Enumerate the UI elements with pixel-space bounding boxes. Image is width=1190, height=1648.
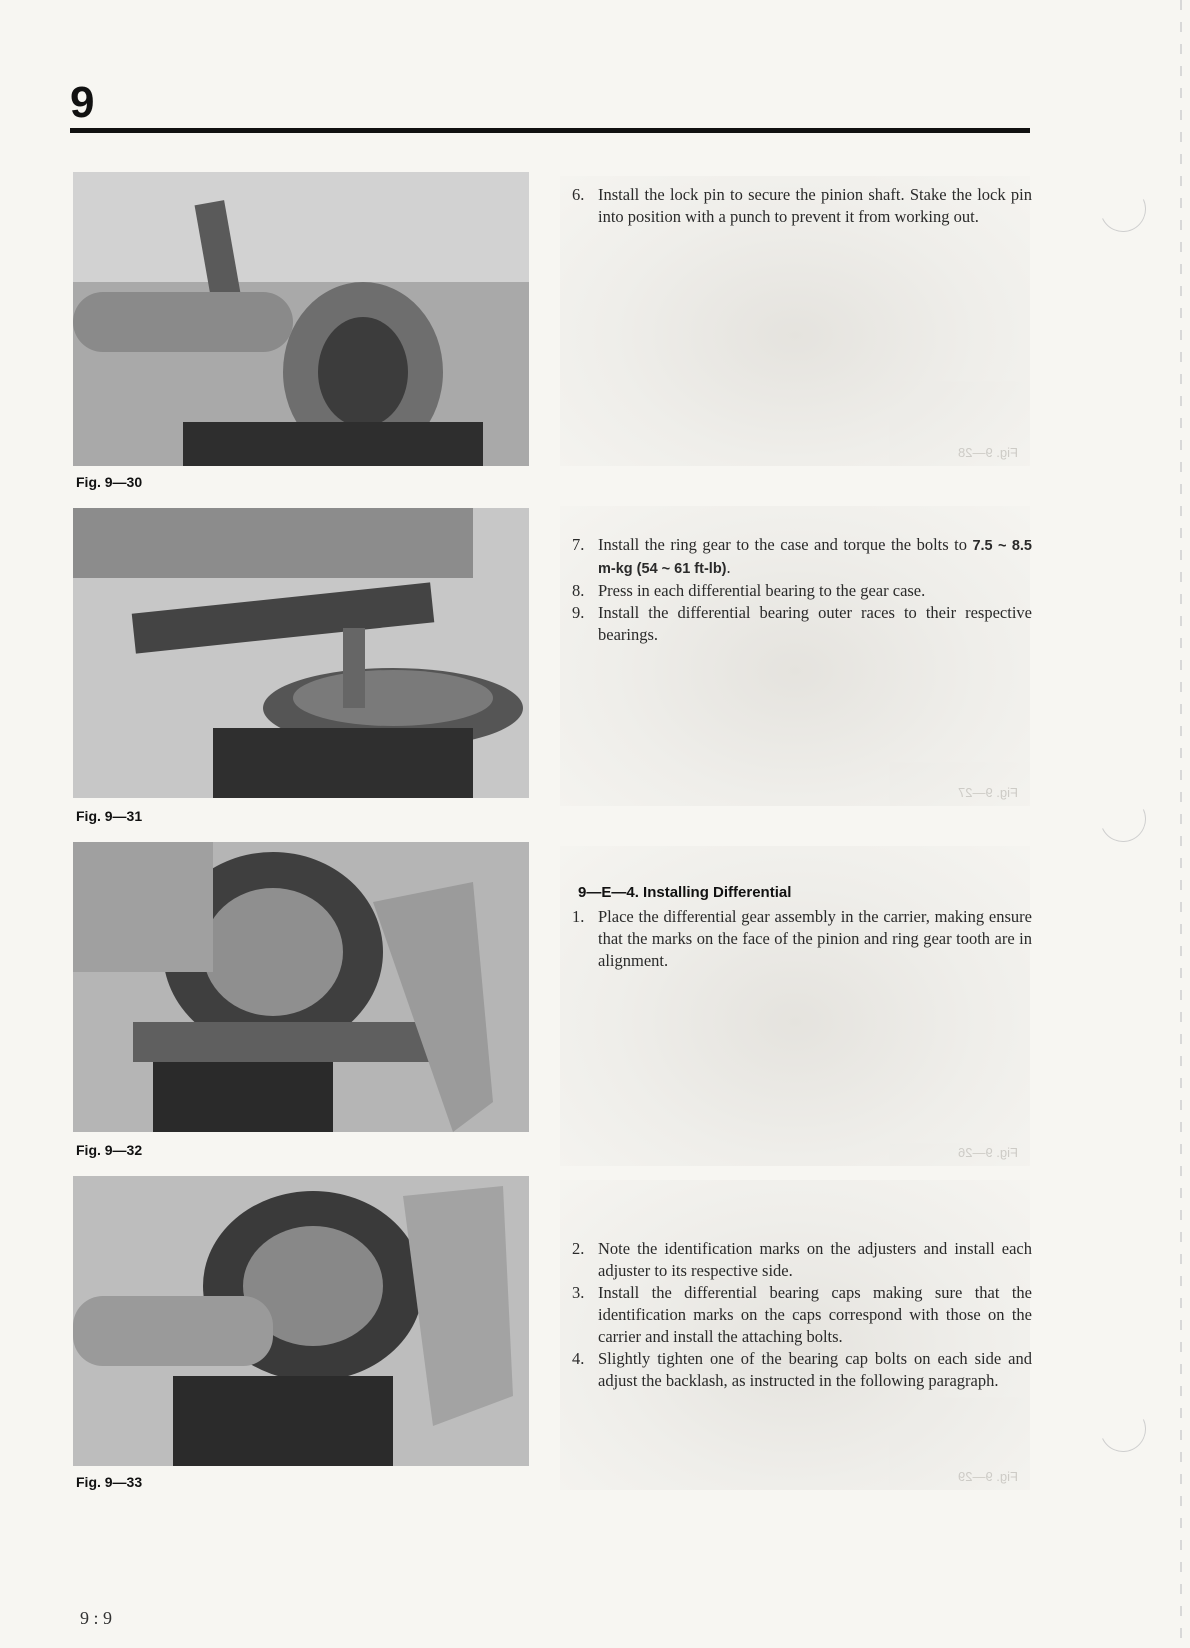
figure-caption-9-33: Fig. 9—33 <box>76 1474 143 1490</box>
step-text: Slightly tighten one of the bearing cap bolts on each side and adjust the backlash, as instructed in the following paragraph. <box>598 1349 1032 1390</box>
page-edge <box>1180 0 1182 1648</box>
figure-caption-9-32: Fig. 9—32 <box>76 1142 143 1158</box>
step-item <box>572 534 1032 580</box>
photo-fig-9-30 <box>73 172 529 466</box>
step-list-adjusters <box>572 1238 1032 1392</box>
chapter-number: 9 <box>70 78 95 127</box>
torque-spec: 7.5 ~ 8.5 m-kg (54 ~ 61 ft-lb) <box>598 538 1032 577</box>
step-item <box>572 1238 1032 1282</box>
step-number: 9. <box>572 603 585 622</box>
ghost-caption: Fig. 9—26 <box>958 1145 1018 1160</box>
step-number: 1. <box>572 907 585 926</box>
step-text: Install the differential bearing caps making sure that the identification marks on the caps correspond with those on the carrier and install the attaching bolts. <box>598 1283 1032 1346</box>
punch-hole <box>1094 790 1153 849</box>
punch-hole <box>1094 1400 1153 1459</box>
step-item <box>572 906 1032 972</box>
punch-hole <box>1094 180 1153 239</box>
step-item <box>572 1348 1032 1392</box>
step-number: 3. <box>572 1283 585 1302</box>
step-number: 8. <box>572 581 585 600</box>
photo-fig-9-31 <box>73 508 529 798</box>
section-heading: 9—E—4. Installing Differential <box>578 884 792 901</box>
step-text: Install the differential bearing outer races to their respective bearings. <box>598 603 1032 644</box>
step-number: 4. <box>572 1349 585 1368</box>
step-text: Press in each differential bearing to the gear case. <box>598 581 926 600</box>
figure-caption-9-31: Fig. 9—31 <box>76 808 143 824</box>
page-number: 9 : 9 <box>80 1608 113 1628</box>
step-item <box>572 602 1032 646</box>
figure-caption-9-30: Fig. 9—30 <box>76 474 143 490</box>
step-text: Install the lock pin to secure the pinion shaft. Stake the lock pin into position with a punch to prevent it from working out. <box>598 185 1032 226</box>
step-number: 7. <box>572 535 585 554</box>
step-list-install-gear <box>572 906 1032 972</box>
step-list-ring-gear <box>572 534 1032 646</box>
step-item <box>572 1282 1032 1348</box>
ghost-caption: Fig. 9—29 <box>958 1469 1018 1484</box>
step-text: Note the identification marks on the adjusters and install each adjuster to its respective side. <box>598 1239 1032 1280</box>
photo-fig-9-33 <box>73 1176 529 1466</box>
step-text: Place the differential gear assembly in the carrier, making ensure that the marks on the face of the pinion and ring gear tooth are in alignment. <box>598 907 1032 970</box>
step-text-end: . <box>726 558 731 577</box>
step-item <box>572 184 1032 228</box>
step-list-lock-pin <box>572 184 1032 228</box>
photo-fig-9-32 <box>73 842 529 1132</box>
step-number: 6. <box>572 185 585 204</box>
ghost-caption: Fig. 9—28 <box>958 445 1018 460</box>
ghost-caption: Fig. 9—27 <box>958 785 1018 800</box>
step-number: 2. <box>572 1239 585 1258</box>
header-rule <box>70 128 1030 133</box>
step-item <box>572 580 1032 602</box>
step-text: Install the ring gear to the case and torque the bolts to <box>598 535 973 554</box>
